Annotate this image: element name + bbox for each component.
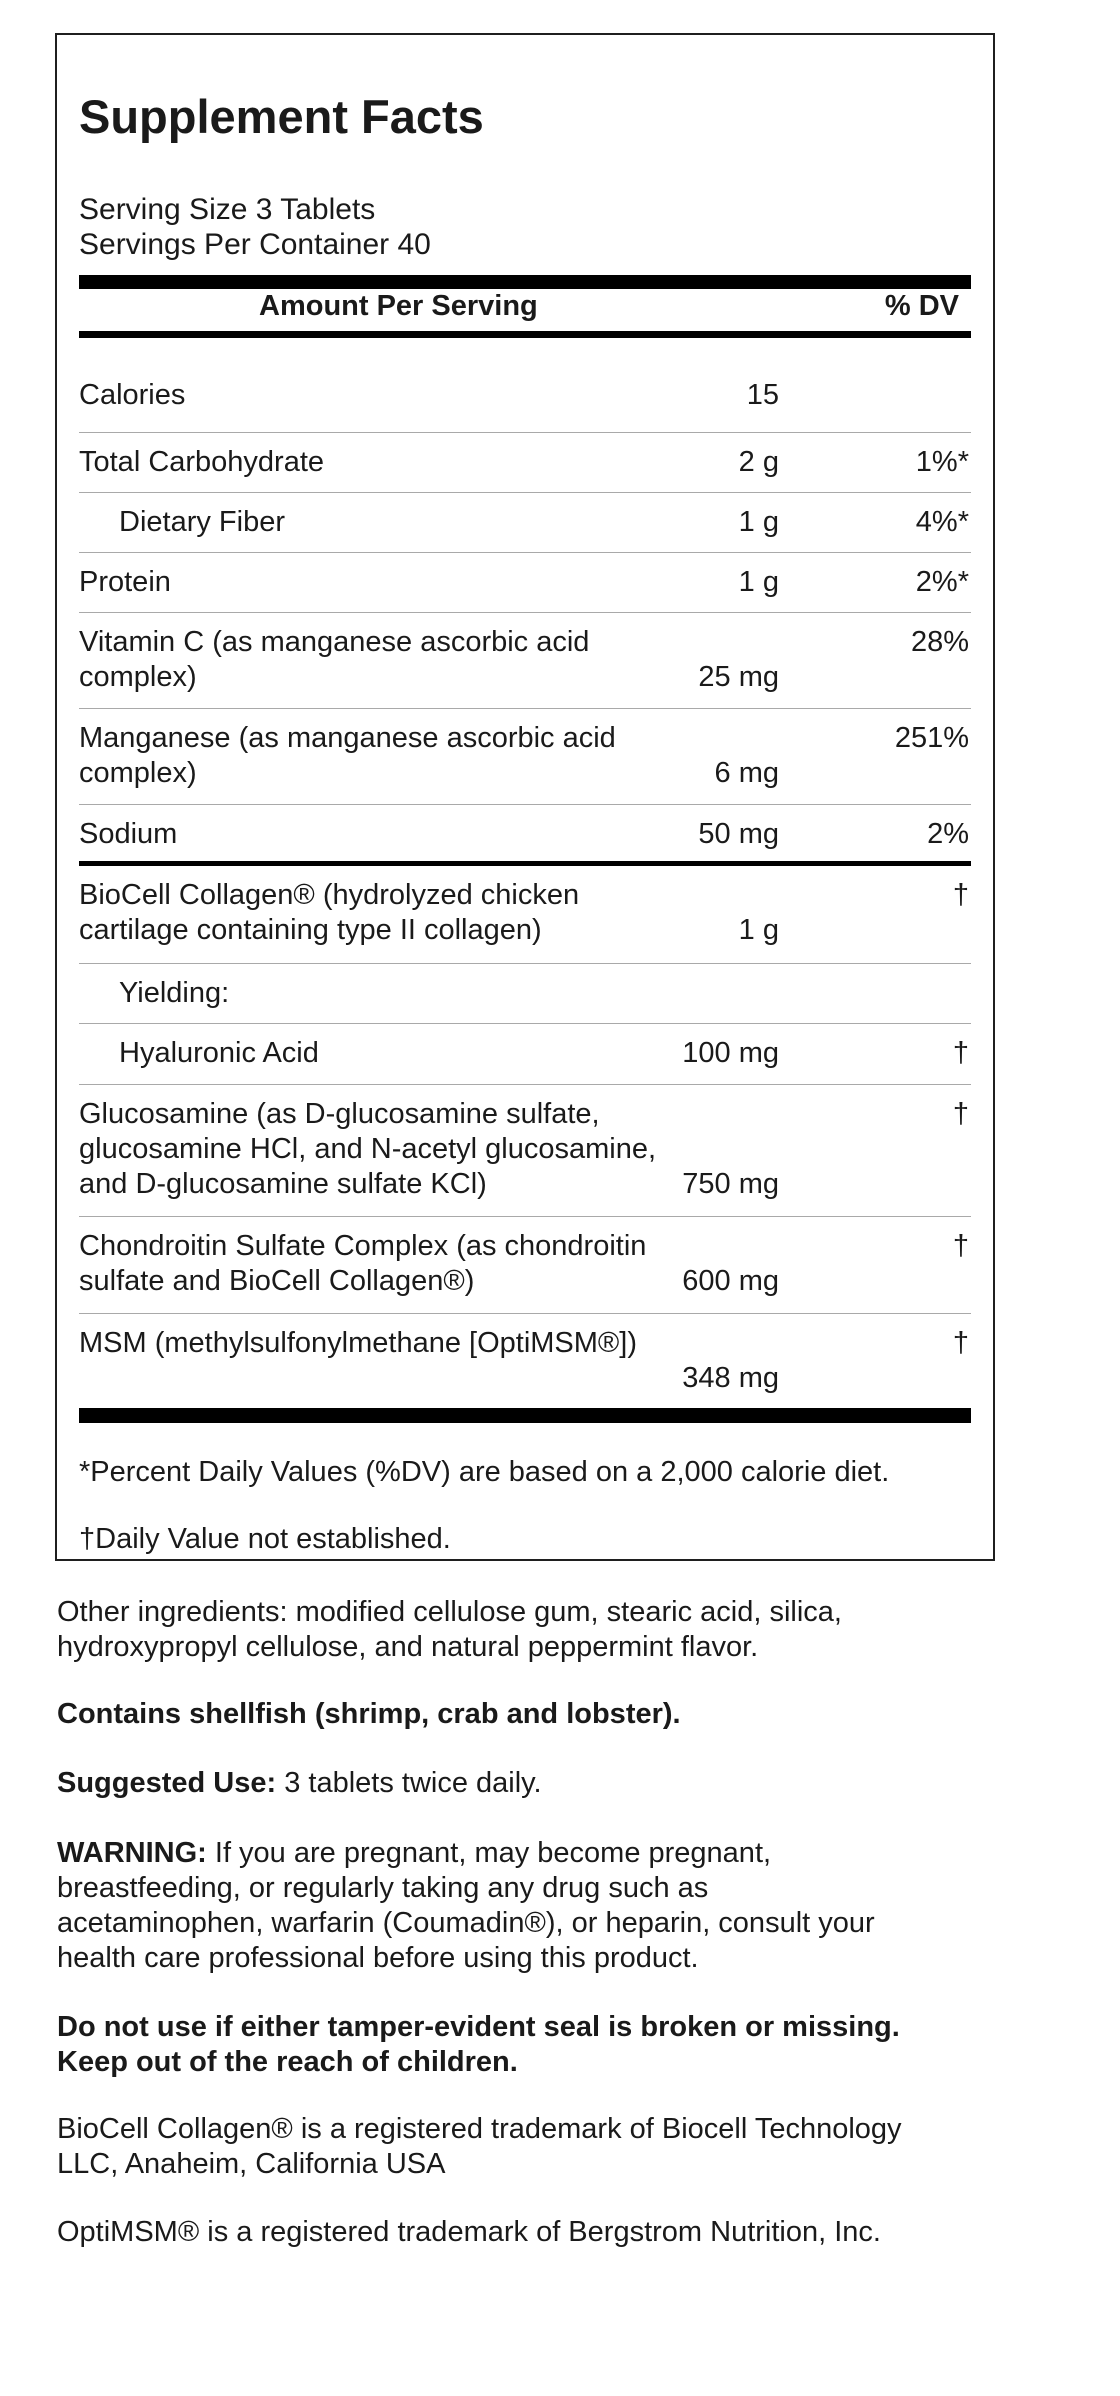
row-name: Chondroitin Sulfate Complex (as chondroitin bbox=[79, 1230, 647, 1262]
optimsm-trademark: OptiMSM® is a registered trademark of Bergstrom Nutrition, Inc. bbox=[57, 2216, 881, 2248]
bottom-thick-rule bbox=[79, 1408, 971, 1423]
row-name: Total Carbohydrate bbox=[79, 446, 325, 478]
row-name-cont: sulfate and BioCell Collagen®) bbox=[79, 1265, 475, 1297]
suggested-use bbox=[57, 1766, 1017, 1801]
row-dv: 28% bbox=[910, 626, 969, 658]
row-amount: 750 mg bbox=[682, 1168, 779, 1200]
biocell-trademark bbox=[57, 2112, 1017, 2182]
servings-per-container: Servings Per Container 40 bbox=[79, 228, 431, 261]
table-row bbox=[79, 1023, 971, 1084]
warning-text: breastfeeding, or regularly taking any drug such as bbox=[57, 1872, 709, 1904]
row-dv: † bbox=[952, 879, 969, 911]
table-row bbox=[79, 372, 971, 432]
seal-warning bbox=[57, 2010, 1017, 2080]
row-name: Vitamin C (as manganese ascorbic acid bbox=[79, 626, 590, 658]
row-dv: 4%* bbox=[915, 506, 969, 538]
row-amount: 50 mg bbox=[698, 818, 779, 850]
row-name-cont: complex) bbox=[79, 661, 197, 693]
warning-block bbox=[57, 1836, 1017, 1976]
footnote-dagger: †Daily Value not established. bbox=[79, 1523, 451, 1555]
suggested-use-text: 3 tablets twice daily. bbox=[276, 1767, 542, 1799]
footnote-percent-dv: *Percent Daily Values (%DV) are based on a 2,000 calorie diet. bbox=[79, 1456, 890, 1488]
row-dv: † bbox=[952, 1327, 969, 1359]
row-name-cont: complex) bbox=[79, 757, 197, 789]
warning-text: If you are pregnant, may become pregnant, bbox=[206, 1837, 772, 1869]
row-dv: 2%* bbox=[915, 566, 969, 598]
row-name: Calories bbox=[79, 379, 186, 411]
other-ingredients-line: Other ingredients: modified cellulose gum, stearic acid, silica, bbox=[57, 1596, 842, 1628]
row-name: Glucosamine (as D-glucosamine sulfate, bbox=[79, 1098, 600, 1130]
row-dv: † bbox=[952, 1098, 969, 1130]
row-name: Dietary Fiber bbox=[119, 506, 285, 538]
table-row bbox=[79, 708, 971, 804]
warning-label: WARNING: bbox=[57, 1837, 207, 1869]
row-name: Hyaluronic Acid bbox=[119, 1037, 319, 1069]
row-amount: 15 bbox=[746, 379, 779, 411]
table-row bbox=[79, 432, 971, 492]
warning-text: acetaminophen, warfarin (Coumadin®), or heparin, consult your bbox=[57, 1907, 875, 1939]
row-name-cont: cartilage containing type II collagen) bbox=[79, 914, 542, 946]
row-dv: 251% bbox=[894, 722, 969, 754]
header-amount-per-serving: Amount Per Serving bbox=[259, 290, 538, 322]
row-amount: 2 g bbox=[738, 446, 779, 478]
table-row bbox=[79, 612, 971, 708]
table-row bbox=[79, 963, 971, 1023]
serving-info bbox=[79, 192, 431, 262]
table-header bbox=[79, 285, 971, 327]
row-amount: 1 g bbox=[738, 914, 779, 946]
row-name-cont: and D-glucosamine sulfate KCl) bbox=[79, 1168, 487, 1200]
table-row bbox=[79, 1084, 971, 1216]
suggested-use-label: Suggested Use: bbox=[57, 1767, 277, 1799]
table-row bbox=[79, 804, 971, 861]
row-amount: 1 g bbox=[738, 506, 779, 538]
row-dv: † bbox=[952, 1037, 969, 1069]
table-row bbox=[79, 492, 971, 552]
serving-size: Serving Size 3 Tablets bbox=[79, 193, 376, 226]
other-ingredients bbox=[57, 1595, 1017, 1665]
row-amount: 100 mg bbox=[682, 1037, 779, 1069]
allergen-statement: Contains shellfish (shrimp, crab and lobster). bbox=[57, 1698, 681, 1730]
row-name: BioCell Collagen® (hydrolyzed chicken bbox=[79, 879, 580, 911]
row-amount: 6 mg bbox=[714, 757, 779, 789]
header-rule bbox=[79, 331, 971, 338]
table-row bbox=[79, 861, 971, 963]
table-row bbox=[79, 1313, 971, 1413]
panel-title: Supplement Facts bbox=[79, 90, 484, 143]
row-name: MSM (methylsulfonylmethane [OptiMSM®]) bbox=[79, 1327, 638, 1359]
row-name: Manganese (as manganese ascorbic acid bbox=[79, 722, 616, 754]
row-name: Protein bbox=[79, 566, 171, 598]
row-amount: 25 mg bbox=[698, 661, 779, 693]
row-name: Sodium bbox=[79, 818, 178, 850]
other-ingredients-line: hydroxypropyl cellulose, and natural peppermint flavor. bbox=[57, 1631, 759, 1663]
table-row bbox=[79, 552, 971, 612]
row-dv: 1%* bbox=[915, 446, 969, 478]
warning-text: health care professional before using this product. bbox=[57, 1942, 699, 1974]
trademark-line: BioCell Collagen® is a registered trademark of Biocell Technology bbox=[57, 2113, 902, 2145]
table-row bbox=[79, 1216, 971, 1313]
row-dv: 2% bbox=[927, 818, 969, 850]
row-amount: 600 mg bbox=[682, 1265, 779, 1297]
row-amount: 1 g bbox=[738, 566, 779, 598]
row-amount: 348 mg bbox=[682, 1362, 779, 1394]
header-percent-dv: % DV bbox=[884, 290, 959, 322]
seal-warning-line: Do not use if either tamper-evident seal is broken or missing. bbox=[57, 2011, 900, 2043]
trademark-line: LLC, Anaheim, California USA bbox=[57, 2148, 446, 2180]
row-dv: † bbox=[952, 1230, 969, 1262]
supplement-facts-panel bbox=[55, 33, 995, 1561]
row-name: Yielding: bbox=[119, 977, 230, 1009]
nutrient-rows bbox=[79, 372, 971, 1413]
seal-warning-line: Keep out of the reach of children. bbox=[57, 2046, 518, 2078]
row-name-cont: glucosamine HCl, and N-acetyl glucosamine, bbox=[79, 1133, 657, 1165]
